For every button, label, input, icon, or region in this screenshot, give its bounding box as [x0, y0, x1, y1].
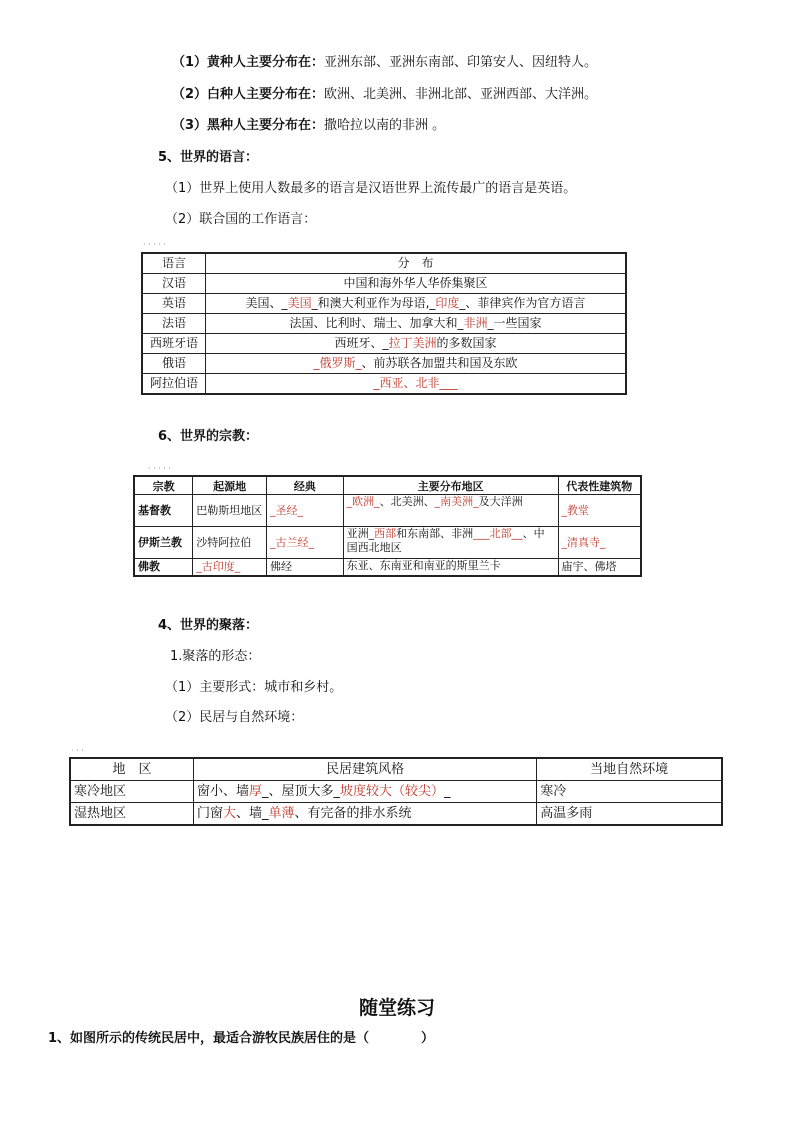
religion-region — [343, 559, 558, 576]
race-white-label: （2）白种人主要分布在： — [172, 87, 325, 102]
race-yellow-line — [172, 54, 597, 72]
cell-text: _一些国家 — [487, 316, 542, 330]
header-cell: 分 布 — [206, 253, 627, 274]
language-distribution — [206, 274, 627, 294]
cell-text: 、中国西北地区 — [346, 527, 545, 554]
language-table-header — [142, 253, 626, 274]
dwelling-style — [193, 781, 536, 803]
header-cell: 经典 — [267, 476, 344, 495]
religion-region — [343, 527, 558, 559]
language-distribution — [206, 314, 627, 334]
religion-origin — [193, 559, 267, 576]
answer-text: ___北部__ — [473, 527, 523, 540]
dwelling-table — [69, 757, 723, 826]
settlement-sub2: （1）主要形式：城市和乡村。 — [165, 680, 343, 695]
answer-text: _圣经_ — [270, 503, 303, 517]
cell-text: 窗小、墙 — [196, 784, 249, 799]
religion-name: 伊斯兰教 — [134, 527, 193, 559]
header-cell: 地 区 — [70, 758, 193, 781]
answer-text: 印度 — [435, 296, 460, 310]
language-heading: 5、世界的语言： — [158, 150, 259, 165]
language-distribution — [206, 294, 627, 314]
dwelling-row — [70, 803, 722, 826]
language-name: 英语 — [142, 294, 206, 314]
race-yellow-text: 亚洲东部、亚洲东南部、印第安人、因纽特人。 — [324, 55, 598, 70]
answer-text: 大 — [222, 806, 236, 821]
religion-name: 佛教 — [134, 559, 193, 576]
settlement-heading: 4、世界的聚落： — [158, 618, 259, 633]
cell-text: 庙宇、佛塔 — [561, 559, 617, 573]
language-name: 西班牙语 — [142, 334, 206, 354]
race-black-line — [172, 117, 445, 135]
dotted-mark: · · · — [71, 746, 84, 755]
language-row — [142, 374, 626, 395]
answer-text: 西部 — [374, 527, 397, 540]
header-cell: 当地自然环境 — [537, 758, 722, 781]
practice-title: 随堂练习 — [358, 997, 435, 1019]
language-row — [142, 274, 626, 294]
answer-text: _俄罗斯_ — [313, 356, 362, 370]
religion-building — [558, 495, 641, 527]
religion-heading: 6、世界的宗教： — [158, 429, 259, 444]
language-line1: （1）世界上使用人数最多的语言是汉语世界上流传最广的语言是英语。 — [165, 181, 577, 196]
answer-text: _古印度_ — [196, 559, 241, 573]
cell-text: 门窗 — [196, 806, 223, 821]
religion-building — [558, 527, 641, 559]
dwelling-environment: 寒冷 — [537, 781, 722, 803]
language-row — [142, 334, 626, 354]
cell-text: 沙特阿拉伯 — [196, 535, 252, 549]
cell-text: 及大洋洲 — [478, 495, 523, 508]
practice-question-1: 1、如图所示的传统民居中，最适合游牧民族居住的是（ ） — [48, 1031, 435, 1046]
settlement-sub3: （2）民居与自然环境： — [165, 710, 304, 725]
cell-text: _和澳大利亚作为母语,_ — [311, 296, 436, 310]
cell-text: 和东南部、非洲 — [396, 527, 474, 540]
cell-text: _、菲律宾作为官方语言 — [459, 296, 586, 310]
cell-text: 、北美洲、 — [379, 495, 435, 508]
race-black-label: （3）黑种人主要分布在： — [172, 118, 325, 133]
religion-row — [134, 527, 641, 559]
header-cell: 民居建筑风格 — [193, 758, 536, 781]
answer-text: _古兰经_ — [270, 535, 314, 549]
religion-book — [267, 495, 344, 527]
answer-text: _南美洲_ — [434, 495, 479, 508]
religion-row — [134, 559, 641, 576]
answer-text: _教堂 — [561, 503, 590, 517]
cell-text: 美国、_ — [245, 296, 288, 310]
language-row — [142, 354, 626, 374]
cell-text: 法国、比利时、瑞士、加拿大和_ — [289, 316, 464, 330]
cell-text: _、屋顶大多_ — [262, 784, 341, 799]
race-white-line — [172, 86, 597, 104]
cell-text: 佛经 — [270, 559, 292, 573]
dotted-mark: · · · · · — [148, 464, 171, 473]
religion-book — [267, 527, 344, 559]
religion-table-header — [134, 476, 641, 495]
language-name: 俄语 — [142, 354, 206, 374]
religion-row — [134, 495, 641, 527]
answer-text: 拉丁美洲 — [388, 336, 437, 350]
answer-text: 厚 — [248, 784, 262, 799]
language-name: 阿拉伯语 — [142, 374, 206, 395]
dwelling-environment: 高温多雨 — [537, 803, 722, 826]
answer-text: 单薄 — [268, 806, 295, 821]
religion-name: 基督教 — [134, 495, 193, 527]
cell-text: 、前苏联各加盟共和国及东欧 — [361, 356, 518, 370]
answer-text: _西亚、北非___ — [373, 376, 458, 390]
header-cell: 代表性建筑物 — [558, 476, 641, 495]
race-white-text: 欧洲、北美洲、非洲北部、亚洲西部、大洋洲。 — [324, 87, 598, 102]
dwelling-region: 寒冷地区 — [70, 781, 193, 803]
religion-origin — [193, 495, 267, 527]
settlement-sub1: 1.聚落的形态： — [170, 649, 261, 664]
religion-region — [343, 495, 558, 527]
dwelling-row — [70, 781, 722, 803]
cell-text: 、有完备的排水系统 — [294, 806, 412, 821]
cell-text: 亚洲_ — [346, 527, 375, 540]
religion-book — [267, 559, 344, 576]
cell-text: 中国和海外华人华侨集聚区 — [343, 276, 488, 290]
header-cell: 起源地 — [193, 476, 267, 495]
dwelling-region: 湿热地区 — [70, 803, 193, 826]
cell-text: 东亚、东南亚和南亚的斯里兰卡 — [346, 559, 501, 572]
language-distribution — [206, 354, 627, 374]
dwelling-table-header — [70, 758, 722, 781]
answer-text: 美国 — [287, 296, 312, 310]
language-table — [141, 252, 627, 395]
language-row — [142, 294, 626, 314]
cell-text: _ — [444, 784, 451, 799]
dotted-mark: · · · · · — [143, 240, 166, 249]
cell-text: 的多数国家 — [436, 336, 497, 350]
language-name: 汉语 — [142, 274, 206, 294]
answer-text: 坡度较大（较尖） — [340, 784, 445, 799]
answer-text: _欧洲_ — [346, 495, 380, 508]
religion-origin — [193, 527, 267, 559]
religion-building — [558, 559, 641, 576]
cell-text: 、墙_ — [236, 806, 269, 821]
race-yellow-label: （1）黄种人主要分布在： — [172, 55, 325, 70]
header-cell: 主要分布地区 — [343, 476, 558, 495]
header-cell: 宗教 — [134, 476, 193, 495]
language-line2: （2）联合国的工作语言： — [165, 212, 317, 227]
language-row — [142, 314, 626, 334]
language-distribution — [206, 374, 627, 395]
cell-text: 巴勒斯坦地区 — [196, 503, 263, 517]
header-cell: 语言 — [142, 253, 206, 274]
race-black-text: 撒哈拉以南的非洲 。 — [324, 118, 446, 133]
dwelling-style — [193, 803, 536, 826]
religion-table — [133, 475, 642, 577]
language-name: 法语 — [142, 314, 206, 334]
language-distribution — [206, 334, 627, 354]
answer-text: 非洲 — [463, 316, 488, 330]
answer-text: _清真寺_ — [561, 535, 606, 549]
cell-text: 西班牙、_ — [334, 336, 389, 350]
